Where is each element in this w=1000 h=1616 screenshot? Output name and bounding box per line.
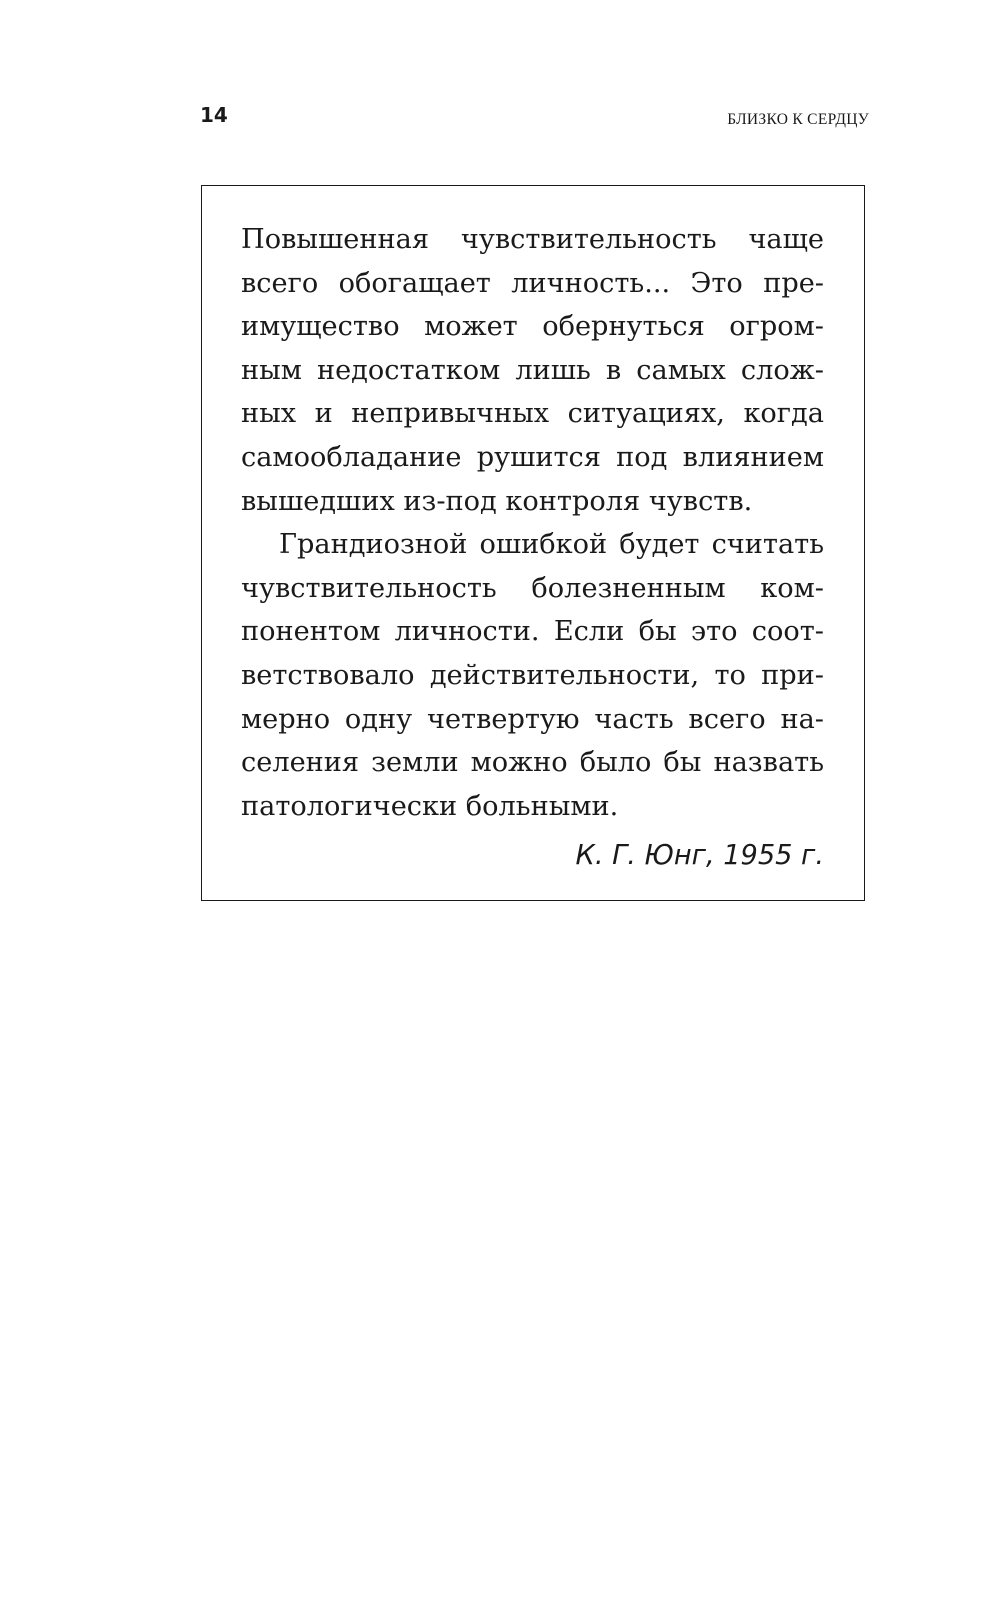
text-line: всего обогащает личность... Это пре- [241, 267, 824, 299]
text-line: ветствовало действительности, то при- [241, 659, 824, 691]
epigraph-box [201, 185, 865, 901]
text-line: ным недостатком лишь в самых слож- [241, 354, 824, 386]
text-line: вышедших из-под контроля чувств. [241, 485, 753, 517]
text-line: понентом личности. Если бы это соот- [241, 616, 824, 648]
text-line: патологически больными. [241, 790, 619, 822]
epigraph-paragraph-1 [241, 218, 824, 523]
text-line: ных и непривычных ситуациях, когда [241, 398, 824, 430]
running-head: БЛИЗКО К СЕРДЦУ [727, 111, 869, 128]
page-number: 14 [200, 103, 228, 127]
text-line: мерно одну четвертую часть всего на- [241, 703, 824, 735]
text-line: самообладание рушится под влиянием [241, 441, 824, 473]
text-line: Грандиозной ошибкой будет считать [279, 529, 824, 561]
text-line: чувствительность болезненным ком- [241, 572, 824, 604]
epigraph-attribution: К. Г. Юнг, 1955 г. [575, 840, 824, 872]
text-line: селения земли можно было бы назвать [241, 747, 824, 779]
text-line: имущество может обернуться огром- [241, 311, 824, 343]
epigraph-paragraph-2 [241, 523, 824, 828]
text-line: Повышенная чувствительность чаще [241, 224, 824, 255]
